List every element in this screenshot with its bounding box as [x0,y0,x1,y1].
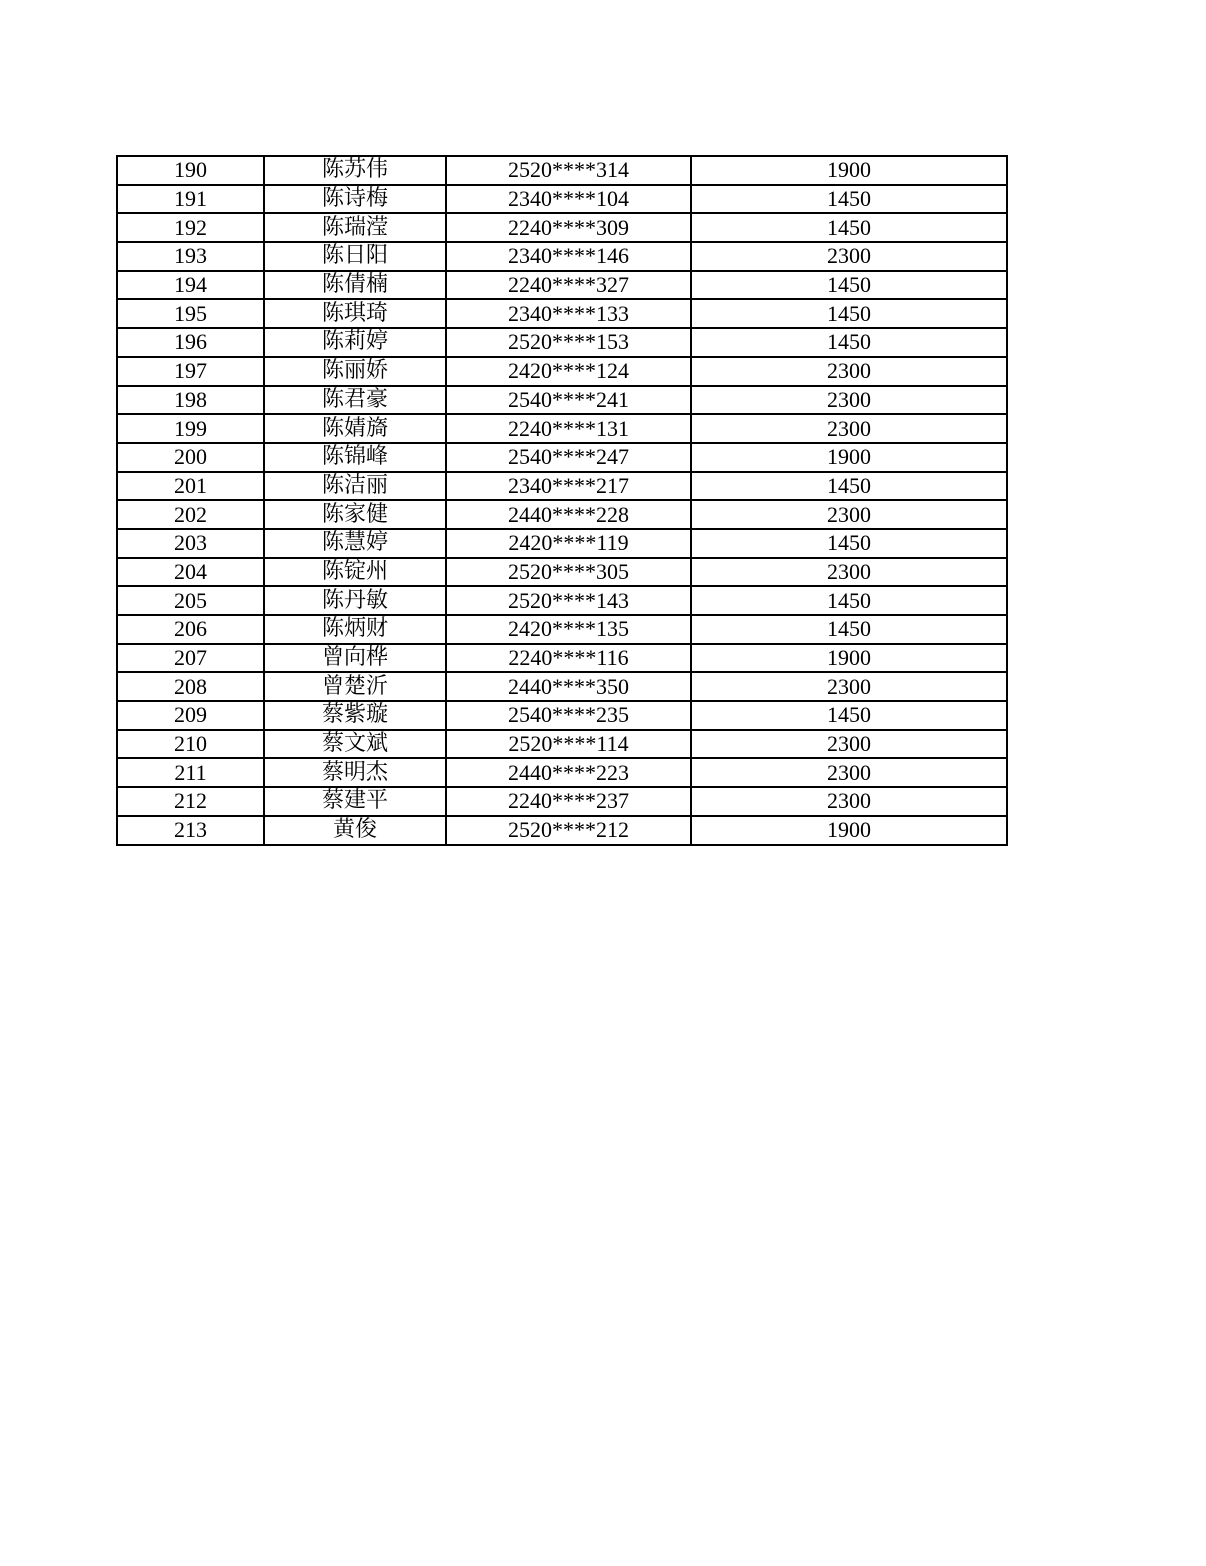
table-row [117,185,1007,214]
amount-cell: 1450 [691,586,1007,615]
row-number-cell: 209 [117,701,264,730]
row-number-cell: 200 [117,443,264,472]
name-cell: 陈家健 [264,500,446,529]
name-cell: 陈君豪 [264,386,446,415]
amount-cell: 1450 [691,328,1007,357]
id-number-cell: 2240****327 [446,271,691,300]
row-number-cell: 210 [117,730,264,759]
id-number-cell: 2520****153 [446,328,691,357]
table-row [117,472,1007,501]
id-number-cell: 2340****104 [446,185,691,214]
name-cell: 陈莉婷 [264,328,446,357]
row-number-cell: 191 [117,185,264,214]
row-number-cell: 197 [117,357,264,386]
amount-cell: 1450 [691,271,1007,300]
amount-cell: 1450 [691,185,1007,214]
amount-cell: 2300 [691,758,1007,787]
name-cell: 蔡文斌 [264,730,446,759]
amount-cell: 2300 [691,500,1007,529]
id-number-cell: 2440****228 [446,500,691,529]
table-row [117,758,1007,787]
id-number-cell: 2520****143 [446,586,691,615]
amount-cell: 1900 [691,816,1007,845]
table-row [117,443,1007,472]
row-number-cell: 198 [117,386,264,415]
name-cell: 陈慧婷 [264,529,446,558]
amount-cell: 2300 [691,357,1007,386]
id-number-cell: 2420****119 [446,529,691,558]
amount-cell: 2300 [691,386,1007,415]
id-number-cell: 2520****114 [446,730,691,759]
id-number-cell: 2340****133 [446,299,691,328]
amount-cell: 2300 [691,672,1007,701]
table-row [117,328,1007,357]
table-row [117,529,1007,558]
name-cell: 曾向桦 [264,644,446,673]
id-number-cell: 2340****217 [446,472,691,501]
amount-cell: 2300 [691,242,1007,271]
id-number-cell: 2520****305 [446,558,691,587]
table-row [117,271,1007,300]
table-row [117,558,1007,587]
row-number-cell: 194 [117,271,264,300]
name-cell: 陈婧旖 [264,414,446,443]
id-number-cell: 2340****146 [446,242,691,271]
id-number-cell: 2540****247 [446,443,691,472]
amount-cell: 1900 [691,443,1007,472]
name-cell: 陈洁丽 [264,472,446,501]
row-number-cell: 202 [117,500,264,529]
amount-cell: 1900 [691,156,1007,185]
table-row [117,299,1007,328]
row-number-cell: 213 [117,816,264,845]
id-number-cell: 2420****135 [446,615,691,644]
name-cell: 陈炳财 [264,615,446,644]
table-row [117,644,1007,673]
table-row [117,816,1007,845]
id-number-cell: 2440****350 [446,672,691,701]
id-number-cell: 2240****116 [446,644,691,673]
row-number-cell: 211 [117,758,264,787]
row-number-cell: 199 [117,414,264,443]
amount-cell: 2300 [691,787,1007,816]
row-number-cell: 208 [117,672,264,701]
table-row [117,500,1007,529]
name-cell: 陈丹敏 [264,586,446,615]
amount-cell: 1450 [691,615,1007,644]
amount-cell: 1900 [691,644,1007,673]
id-number-cell: 2240****131 [446,414,691,443]
roster-sheet [116,155,1006,846]
table-row [117,213,1007,242]
name-cell: 陈诗梅 [264,185,446,214]
row-number-cell: 212 [117,787,264,816]
amount-cell: 1450 [691,701,1007,730]
name-cell: 蔡紫璇 [264,701,446,730]
name-cell: 陈锭州 [264,558,446,587]
name-cell: 陈丽娇 [264,357,446,386]
row-number-cell: 203 [117,529,264,558]
amount-cell: 2300 [691,558,1007,587]
name-cell: 陈瑞滢 [264,213,446,242]
name-cell: 蔡明杰 [264,758,446,787]
table-row [117,414,1007,443]
name-cell: 陈锦峰 [264,443,446,472]
amount-cell: 2300 [691,730,1007,759]
amount-cell: 1450 [691,213,1007,242]
row-number-cell: 207 [117,644,264,673]
name-cell: 陈苏伟 [264,156,446,185]
roster-table-body [117,156,1007,845]
id-number-cell: 2240****237 [446,787,691,816]
id-number-cell: 2420****124 [446,357,691,386]
table-row [117,672,1007,701]
name-cell: 陈倩楠 [264,271,446,300]
id-number-cell: 2520****314 [446,156,691,185]
id-number-cell: 2540****235 [446,701,691,730]
row-number-cell: 193 [117,242,264,271]
table-row [117,357,1007,386]
table-row [117,242,1007,271]
id-number-cell: 2440****223 [446,758,691,787]
amount-cell: 1450 [691,529,1007,558]
id-number-cell: 2520****212 [446,816,691,845]
id-number-cell: 2240****309 [446,213,691,242]
table-row [117,156,1007,185]
row-number-cell: 195 [117,299,264,328]
id-number-cell: 2540****241 [446,386,691,415]
table-row [117,586,1007,615]
table-row [117,787,1007,816]
row-number-cell: 192 [117,213,264,242]
table-row [117,386,1007,415]
name-cell: 陈琪琦 [264,299,446,328]
table-row [117,615,1007,644]
row-number-cell: 190 [117,156,264,185]
table-row [117,730,1007,759]
amount-cell: 1450 [691,299,1007,328]
row-number-cell: 201 [117,472,264,501]
row-number-cell: 205 [117,586,264,615]
amount-cell: 2300 [691,414,1007,443]
name-cell: 蔡建平 [264,787,446,816]
name-cell: 陈日阳 [264,242,446,271]
amount-cell: 1450 [691,472,1007,501]
roster-table [116,155,1008,846]
row-number-cell: 196 [117,328,264,357]
row-number-cell: 206 [117,615,264,644]
table-row [117,701,1007,730]
name-cell: 黄俊 [264,816,446,845]
row-number-cell: 204 [117,558,264,587]
name-cell: 曾楚沂 [264,672,446,701]
